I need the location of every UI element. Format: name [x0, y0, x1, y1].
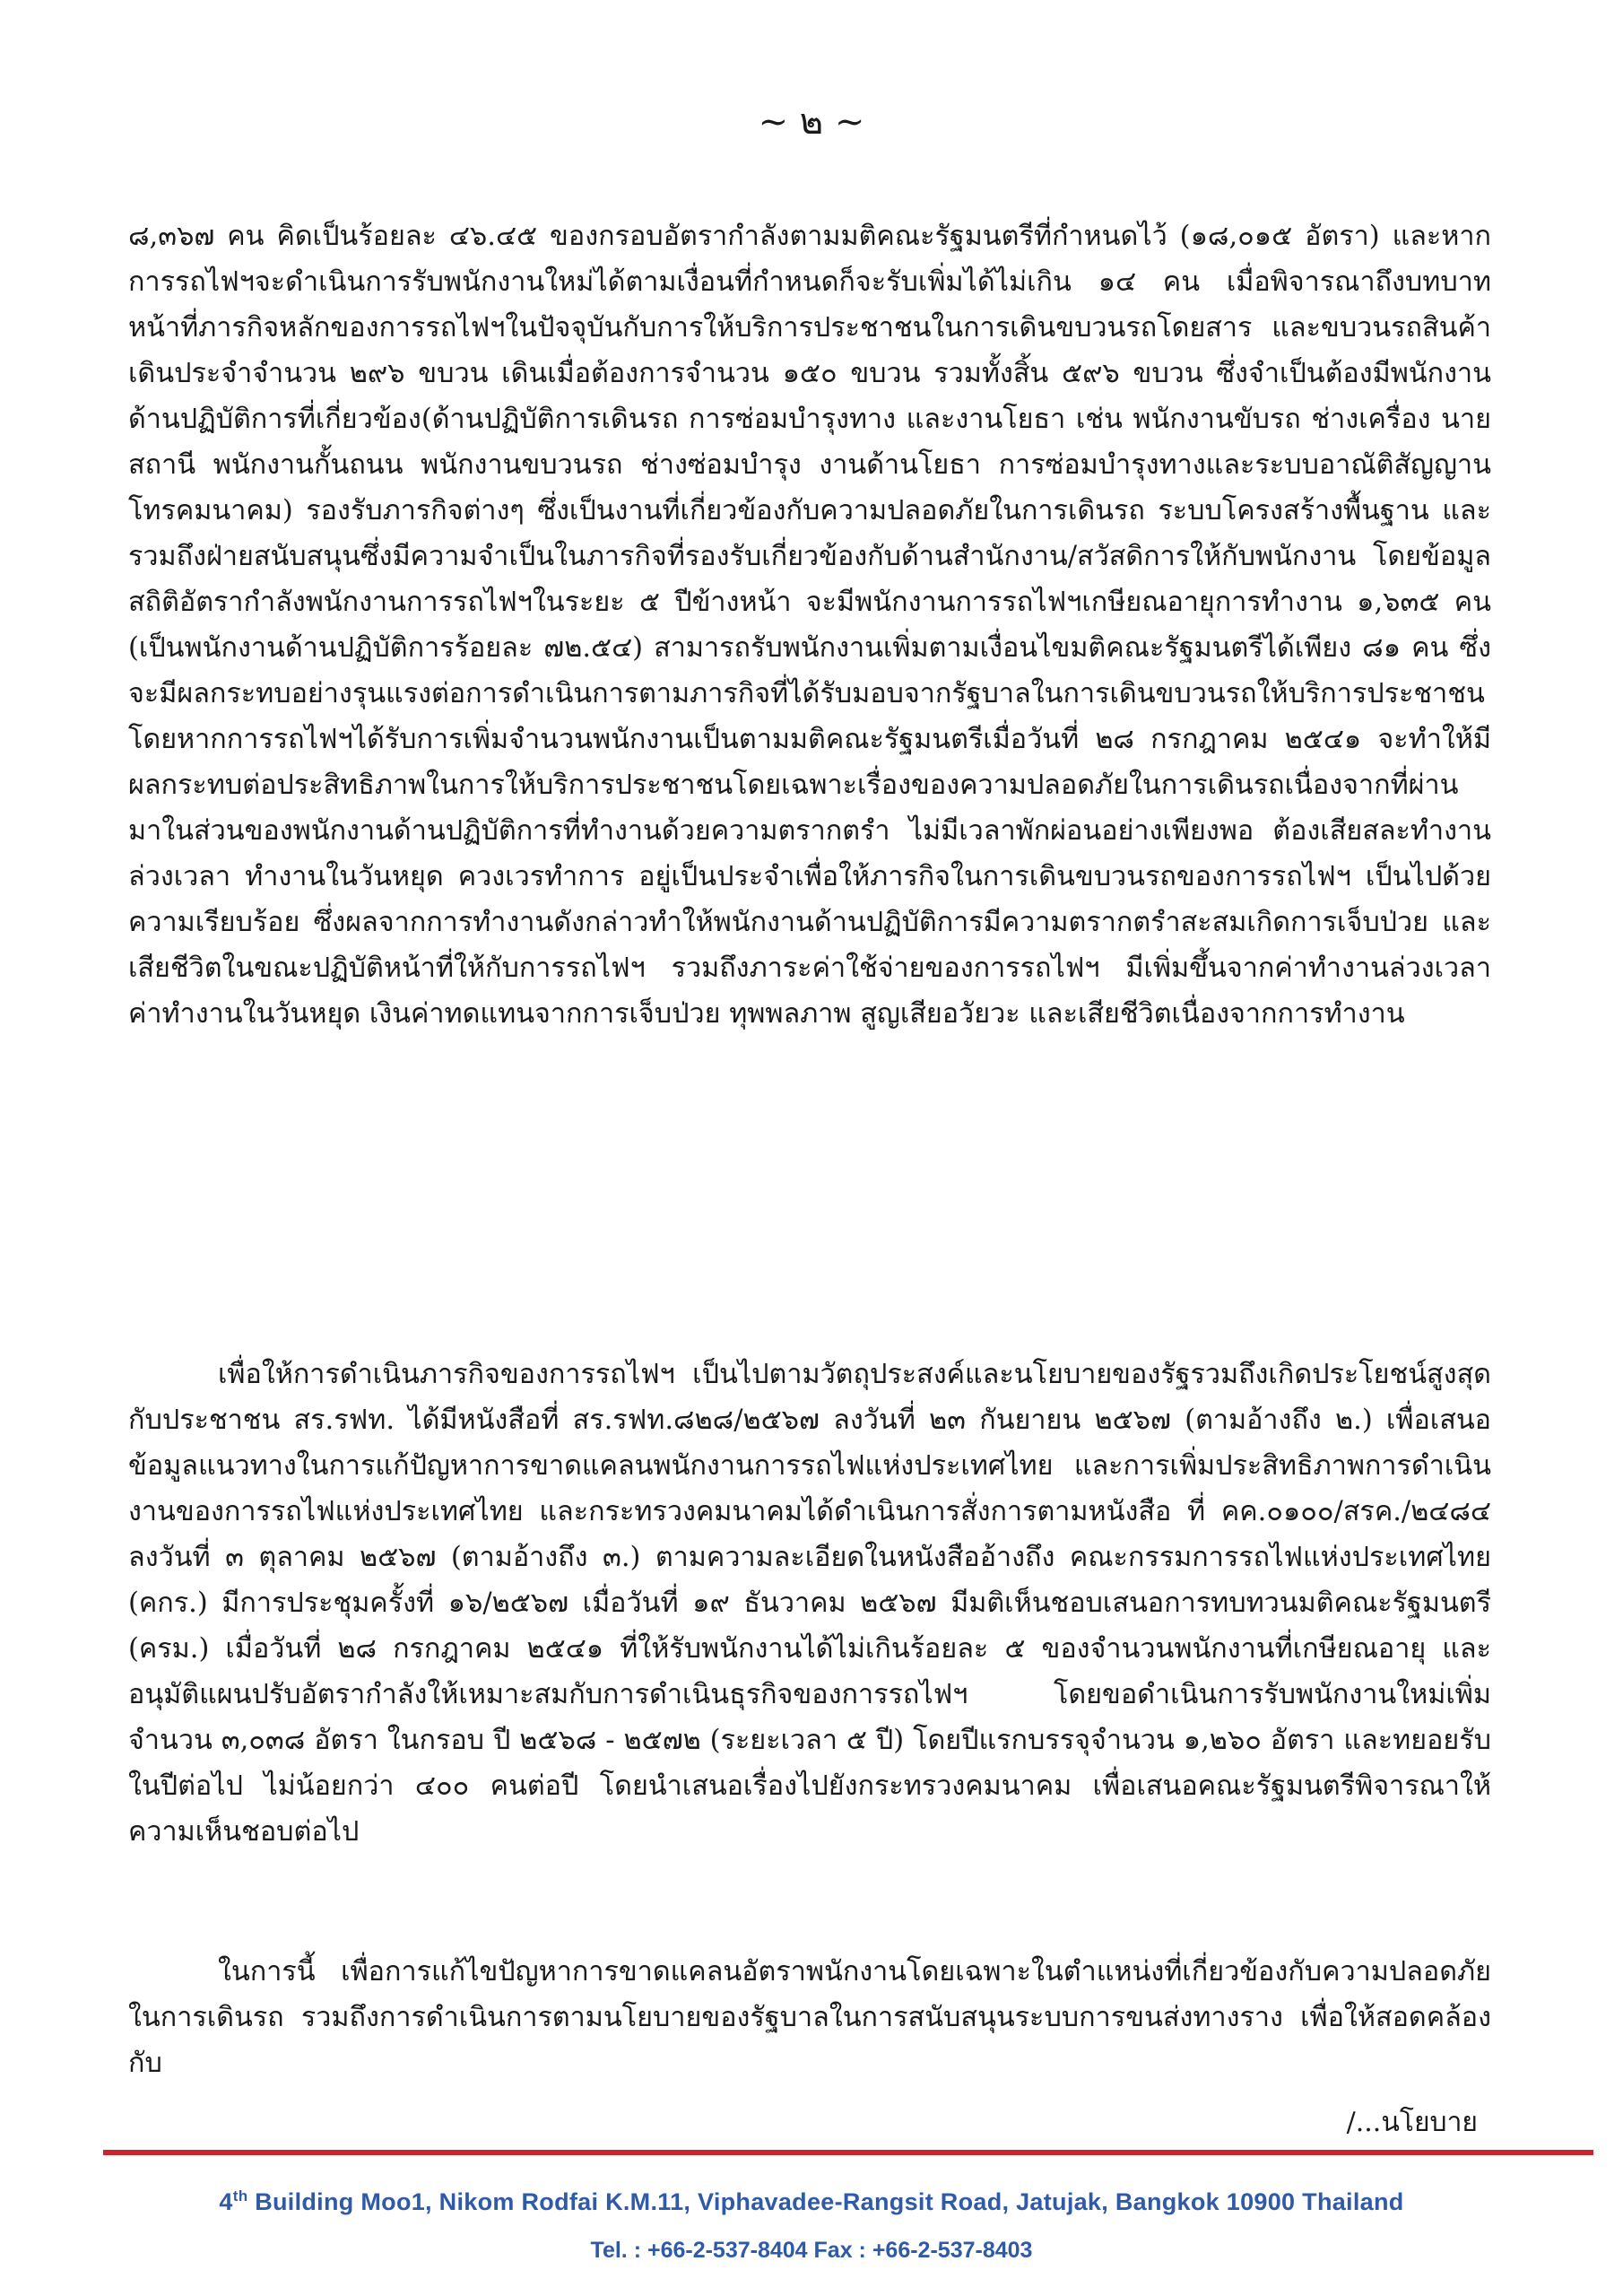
footer-address-ordinal-suffix: th: [232, 2187, 248, 2205]
footer-divider: [103, 2150, 1593, 2155]
body-paragraph-2: เพื่อให้การดำเนินภารกิจของการรถไฟฯ เป็นไปตามวัตถุประสงค์และนโยบายของรัฐรวมถึงเกิดประโยชน์สูงสุดกับประชาชน สร.รฟท. ได้มีหนังสือที่ สร.รฟท.๘๒๘/๒๕๖๗ ลงวันที่ ๒๓ กันยายน ๒๕๖๗ (ตามอ้างถึง ๒.) เพื่อเสนอข้อมูลแนวทางในการแก้ปัญหาการขาดแคลนพนักงานการรถไฟแห่งประเทศไทย และการเพิ่มประสิทธิภาพการดำเนินงานของการรถไฟแห่งประเทศไทย และกระทรวงคมนาคมได้ดำเนินการสั่งการตามหนังสือ ที่ คค.๐๑๐๐/สรค./๒๔๘๔ ลงวันที่ ๓ ตุลาคม ๒๕๖๗ (ตามอ้างถึง ๓.) ตามความละเอียดในหนังสืออ้างถึง คณะกรรมการรถไฟแห่งประเทศไทย (คกร.) มีการประชุมครั้งที่ ๑๖/๒๕๖๗ เมื่อวันที่ ๑๙ ธันวาคม ๒๕๖๗ มีมติเห็นชอบเสนอการทบทวนมติคณะรัฐมนตรี (ครม.) เมื่อวันที่ ๒๘ กรกฎาคม ๒๕๔๑ ที่ให้รับพนักงานได้ไม่เกินร้อยละ ๕ ของจำนวนพนักงานที่เกษียณอายุ และอนุมัติแผนปรับอัตรากำลังให้เหมาะสมกับการดำเนินธุรกิจของการรถไฟฯ โดยขอดำเนินการรับพนักงานใหม่เพิ่มจำนวน ๓,๐๓๘ อัตรา ในกรอบ ปี ๒๕๖๘ - ๒๕๗๒ (ระยะเวลา ๕ ปี) โดยปีแรกบรรจุจำนวน ๑,๒๖๐ อัตรา และทยอยรับในปีต่อไป ไม่น้อยกว่า ๔๐๐ คนต่อปี โดยนำเสนอเรื่องไปยังกระทรวงคมนาคม เพื่อเสนอคณะรัฐมนตรีพิจารณาให้ความเห็นชอบต่อไป: [128, 1359, 1491, 1848]
footer-address-number: 4: [219, 2188, 233, 2215]
body-paragraph-1: ๘,๓๖๗ คน คิดเป็นร้อยละ ๔๖.๔๕ ของกรอบอัตรากำลังตามมติคณะรัฐมนตรีที่กำหนดไว้ (๑๘,๐๑๕ อัตรา) และหากการรถไฟฯจะดำเนินการรับพนักงานใหม่ได้ตามเงื่อนที่กำหนดก็จะรับเพิ่มได้ไม่เกิน ๑๔ คน เมื่อพิจารณาถึงบทบาทหน้าที่ภารกิจหลักของการรถไฟฯในปัจจุบันกับการให้บริการประชาชนในการเดินขบวนรถโดยสาร และขบวนรถสินค้าเดินประจำจำนวน ๒๙๖ ขบวน เดินเมื่อต้องการจำนวน ๑๕๐ ขบวน รวมทั้งสิ้น ๕๙๖ ขบวน ซึ่งจำเป็นต้องมีพนักงานด้านปฏิบัติการที่เกี่ยวข้อง(ด้านปฏิบัติการเดินรถ การซ่อมบำรุงทาง และงานโยธา เช่น พนักงานขับรถ ช่างเครื่อง นายสถานี พนักงานกั้นถนน พนักงานขบวนรถ ช่างซ่อมบำรุง งานด้านโยธา การซ่อมบำรุงทางและระบบอาณัติสัญญานโทรคมนาคม) รองรับภารกิจต่างๆ ซึ่งเป็นงานที่เกี่ยวข้องกับความปลอดภัยในการเดินรถ ระบบโครงสร้างพื้นฐาน และรวมถึงฝ่ายสนับสนุนซึ่งมีความจำเป็นในภารกิจที่รองรับเกี่ยวข้องกับด้านสำนักงาน/สวัสดิการให้กับพนักงาน โดยข้อมูลสถิติอัตรากำลังพนักงานการรถไฟฯในระยะ ๕ ปีข้างหน้า จะมีพนักงานการรถไฟฯเกษียณอายุการทำงาน ๑,๖๓๕ คน (เป็นพนักงานด้านปฏิบัติการร้อยละ ๗๒.๕๔) สามารถรับพนักงานเพิ่มตามเงื่อนไขมติคณะรัฐมนตรีได้เพียง ๘๑ คน ซึ่งจะมีผลกระทบอย่างรุนแรงต่อการดำเนินการตามภารกิจที่ได้รับมอบจากรัฐบาลในการเดินขบวนรถให้บริการประชาชน โดยหากการรถไฟฯได้รับการเพิ่มจำนวนพนักงานเป็นตามมติคณะรัฐมนตรีเมื่อวันที่ ๒๘ กรกฎาคม ๒๕๔๑ จะทำให้มีผลกระทบต่อประสิทธิภาพในการให้บริการประชาชนโดยเฉพาะเรื่องของความปลอดภัยในการเดินรถเนื่องจากที่ผ่านมาในส่วนของพนักงานด้านปฏิบัติการที่ทำงานด้วยความตรากตรำ ไม่มีเวลาพักผ่อนอย่างเพียงพอ ต้องเสียสละทำงานล่วงเวลา ทำงานในวันหยุด ควงเวรทำการ อยู่เป็นประจำเพื่อให้ภารกิจในการเดินขบวนรถของการรถไฟฯ เป็นไปด้วยความเรียบร้อย ซึ่งผลจากการทำงานดังกล่าวทำให้พนักงานด้านปฏิบัติการมีความตรากตรำสะสมเกิดการเจ็บป่วย และเสียชีวิตในขณะปฏิบัติหน้าที่ให้กับการรถไฟฯ รวมถึงภาระค่าใช้จ่ายของการรถไฟฯ มีเพิ่มขึ้นจากค่าทำงานล่วงเวลา ค่าทำงานในวันหยุด เงินค่าทดแทนจากการเจ็บป่วย ทุพพลภาพ สูญเสียอวัยวะ และเสียชีวิตเนื่องจากการทำงาน: [128, 221, 1491, 1030]
continuation-marker: /...นโยบาย: [1346, 2107, 1478, 2138]
page-number: ~ ๒ ~: [758, 101, 865, 143]
footer-contact: Tel. : +66-2-537-8404 Fax : +66-2-537-8403: [590, 2238, 1033, 2263]
body-paragraph-3: ในการนี้ เพื่อการแก้ไขปัญหาการขาดแคลนอัตราพนักงานโดยเฉพาะในตำแหน่งที่เกี่ยวข้องกับความปลอดภัยในการเดินรถ รวมถึงการดำเนินการตามนโยบายของรัฐบาลในการสนับสนุนระบบการขนส่งทางราง เพื่อให้สอดคล้องกับ: [128, 1956, 1491, 2079]
footer-address: [0, 2184, 1623, 2220]
footer-address-text: Building Moo1, Nikom Rodfai K.M.11, Viphavadee-Rangsit Road, Jatujak, Bangkok 10900 Thailand: [247, 2188, 1404, 2215]
